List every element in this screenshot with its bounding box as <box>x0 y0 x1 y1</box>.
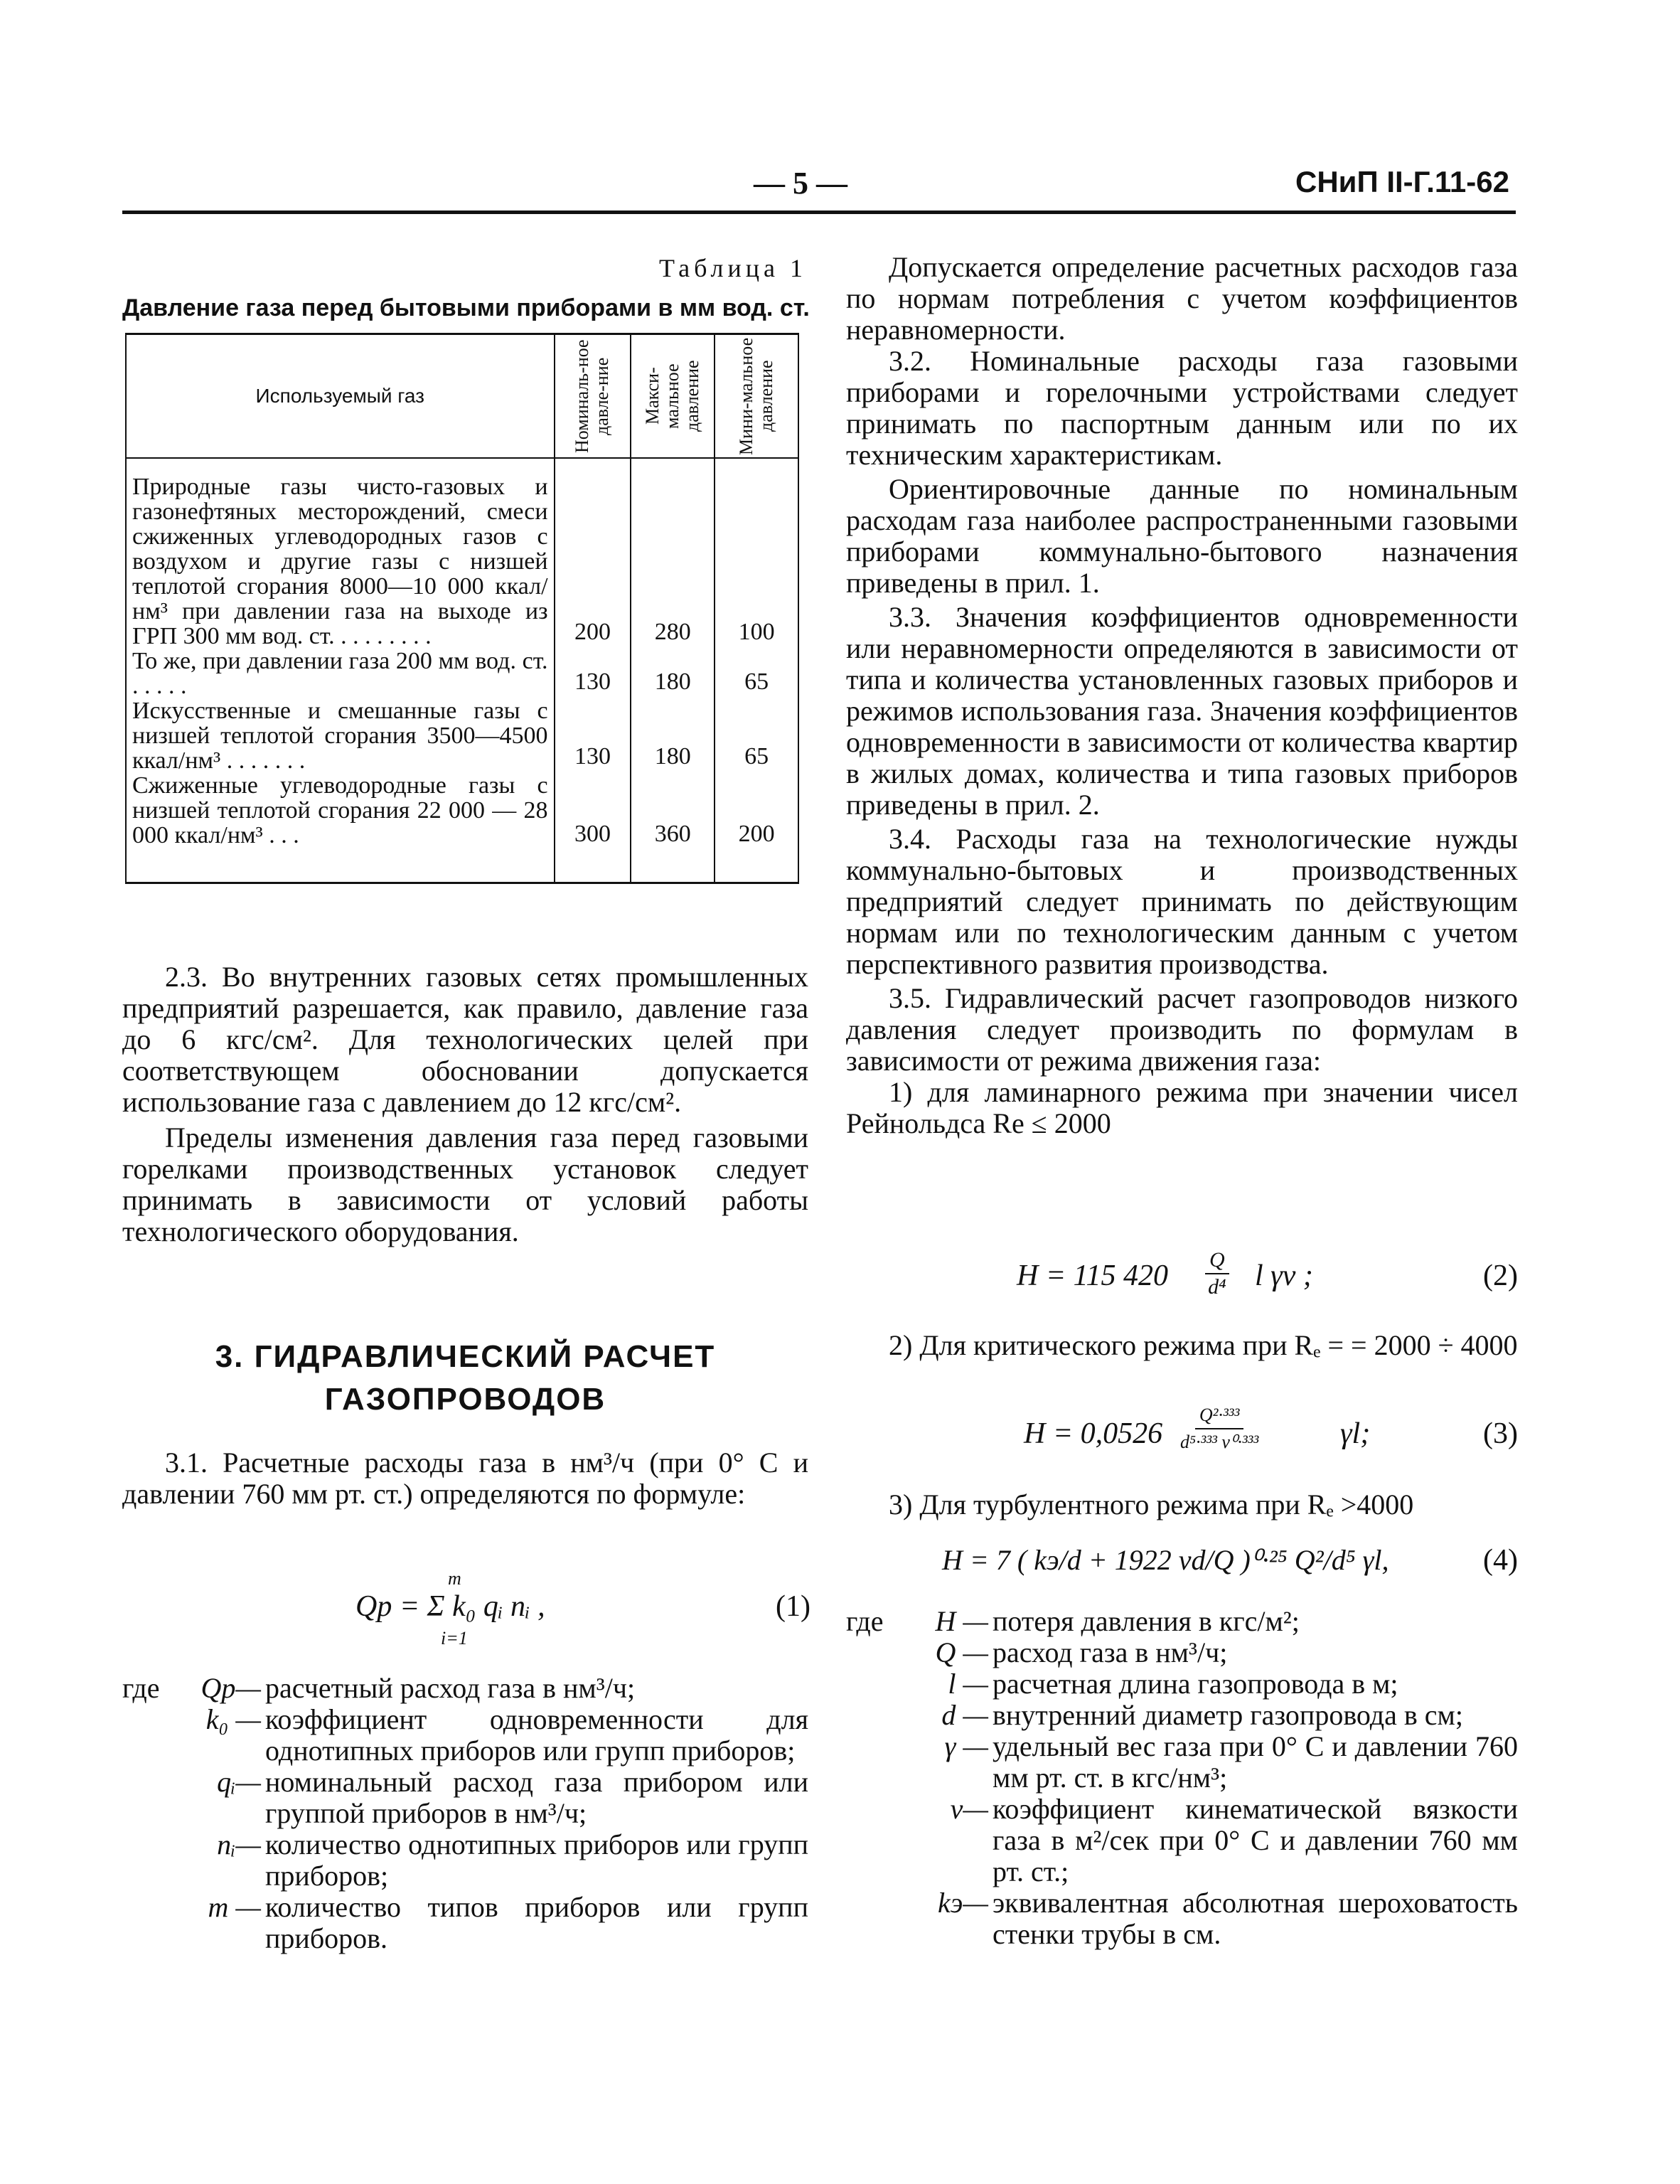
max-value: 180 <box>631 649 715 698</box>
definition-desc: расход газа в нм³/ч; <box>993 1636 1228 1668</box>
table-row <box>126 649 798 698</box>
definition-row <box>846 1606 1518 1637</box>
paragraph-2-3: 2.3. Во внутренних газовых сетях промышленных предприятий разрешается, как правило, давление газа до 6 кгс/см². Для технологических целей при соответствующем обосновании допускается использование газа с давлением до 12 кгс/см². <box>122 961 808 1118</box>
paragraph-3-3: 3.3. Значения коэффициентов одновременности или неравномерности определяются в зависимости от типа и количества установленных газовых приборов и режимов использования газа. Значения коэффициентов одновременности в зависимости от количества квартир в жилых домах, количества и типа газовых приборов приведены в прил. 2. <box>846 601 1518 821</box>
where-label: где <box>846 1605 884 1637</box>
gas-description: Природные газы чисто-газовых и газонефтяных месторождений, смеси сжиженных углеводородных газов с воздухом и другие газы с низшей теплотой сгорания 8000—10 000 ккал/нм³ при давлении газа на выходе из ГРП 300 мм вод. ст. . . . . . . . . <box>126 458 555 649</box>
formula-3-fraction: $\frac{\text{Q²·³³³}}{\text{d⁵·³³³ ν⁰·³³³}}$ <box>1180 1402 1258 1455</box>
definition-term: Qр— <box>200 1672 261 1704</box>
definition-row <box>122 1673 808 1704</box>
formula-2-left: H = 115 420 <box>1017 1259 1169 1292</box>
definition-term: kэ— <box>938 1887 988 1919</box>
formula-4 <box>846 1529 1518 1593</box>
definition-desc: номинальный расход газа прибором или группой приборов в нм³/ч; <box>265 1766 808 1829</box>
table-header-gas: Используемый газ <box>126 334 555 459</box>
paragraph-3-5-critical: 2) Для критического режима при Rₑ = = 2000 ÷ 4000 <box>889 1329 1518 1361</box>
paragraph-intro: Допускается определение расчетных расходов газа по нормам потребления с учетом коэффициентов неравномерности. <box>846 251 1518 346</box>
gas-pressure-table <box>125 333 799 884</box>
gas-description: То же, при давлении газа 200 мм вод. ст. . . . . . <box>126 649 555 698</box>
definition-desc: коэффициент кинематической вязкости газа в м²/сек при 0° С и давлении 760 мм рт. ст.; <box>993 1793 1518 1887</box>
right-definitions <box>846 1606 1518 1950</box>
definition-row <box>846 1794 1518 1887</box>
definition-row <box>846 1668 1518 1700</box>
definition-term: qᵢ— <box>217 1766 261 1798</box>
min-value: 65 <box>715 698 798 773</box>
formula-4-text: H = 7 ( kэ/d + 1922 νd/Q )⁰·²⁵ Q²/d⁵ γl, <box>942 1544 1389 1576</box>
left-definitions <box>122 1673 808 1954</box>
paragraph-3-2-note: Ориентировочные данные по номинальным расходам газа наиболее распространенными газовыми приборами коммунально-бытового назначения приведены в прил. 1. <box>846 473 1518 599</box>
formula-1 <box>334 1568 810 1653</box>
formula-1-sum-top: m <box>448 1568 461 1589</box>
paragraph-3-4: 3.4. Расходы газа на технологические нужды коммунально-бытовых и производственных предприятий следует принимать по действующим нормам или по технологическим данным с учетом перспективного развития производства. <box>846 823 1518 980</box>
nominal-value: 130 <box>555 649 631 698</box>
definition-row <box>122 1829 808 1892</box>
table-label: Таблица 1 <box>659 254 807 282</box>
table-row <box>126 458 798 649</box>
paragraph-3-5-laminar: 1) для ламинарного режима при значении чисел Рейнольдса Re ≤ 2000 <box>846 1076 1518 1139</box>
formula-2-fraction: $\frac{Q}{\text{d⁴}}$ <box>1205 1247 1229 1300</box>
definition-row <box>846 1887 1518 1950</box>
paragraph-2-3-limits: Пределы изменения давления газа перед газовыми горелками производственных установок следует принимать в зависимости от условий работы технологического оборудования. <box>122 1122 808 1247</box>
paragraph-3-1-block <box>122 1447 808 1510</box>
formula-1-number: (1) <box>776 1590 810 1623</box>
definition-desc: количество типов приборов или групп приборов. <box>265 1891 808 1954</box>
max-value: 180 <box>631 698 715 773</box>
definition-term: H — <box>935 1605 988 1637</box>
table-row <box>126 698 798 773</box>
definition-term: d — <box>941 1699 988 1731</box>
formula-3 <box>846 1400 1518 1471</box>
definition-term: m — <box>208 1891 261 1923</box>
definition-desc: коэффициент одновременности для однотипных приборов или групп приборов; <box>265 1703 808 1767</box>
table-header-min: Мини-мальное давление <box>715 334 798 459</box>
paragraph-3-2: 3.2. Номинальные расходы газа газовыми приборами и горелочными устройствами следует принимать по паспортным данным или по их техническим характеристикам. <box>846 345 1518 471</box>
definition-row <box>846 1637 1518 1668</box>
definition-desc: потеря давления в кгс/м²; <box>993 1605 1300 1637</box>
nominal-value: 200 <box>555 458 631 649</box>
page-number: — 5 — <box>754 166 847 201</box>
definition-row <box>122 1704 808 1767</box>
formula-4-number: (4) <box>1483 1544 1518 1577</box>
table-caption: Давление газа перед бытовыми приборами в мм вод. ст. <box>122 294 810 321</box>
document-code: СНиП II-Г.11-62 <box>1295 165 1509 198</box>
gas-description: Искусственные и смешанные газы с низшей теплотой сгорания 3500—4500 ккал/нм³ . . . . . . . <box>126 698 555 773</box>
min-value: 65 <box>715 649 798 698</box>
definition-row <box>122 1767 808 1829</box>
formula-3-right: γl; <box>1340 1417 1371 1450</box>
table-row <box>126 773 798 883</box>
right-text-block <box>846 252 1518 1139</box>
definition-term: γ — <box>944 1730 988 1762</box>
nominal-value: 130 <box>555 698 631 773</box>
section-title: 3. ГИДРАВЛИЧЕСКИЙ РАСЧЕТ ГАЗОПРОВОДОВ <box>215 1339 716 1417</box>
table-header-nominal: Номиналь-ное давле-ние <box>555 334 631 459</box>
definition-desc: расчетный расход газа в нм³/ч; <box>265 1672 636 1704</box>
critical-regime-block <box>846 1330 1518 1361</box>
definition-term: nᵢ— <box>217 1828 261 1860</box>
left-text-block <box>122 962 808 1247</box>
formula-1-sum-bottom: i=1 <box>441 1628 468 1648</box>
definition-term: ν— <box>950 1793 988 1825</box>
nominal-value: 300 <box>555 773 631 883</box>
definition-term: k₀ — <box>205 1703 261 1735</box>
definition-desc: количество однотипных приборов или групп приборов; <box>265 1828 808 1892</box>
gas-description: Сжиженные углеводородные газы с низшей теплотой сгорания 22 000 — 28 000 ккал/нм³ . . . <box>126 773 555 883</box>
formula-3-number: (3) <box>1483 1417 1518 1450</box>
definition-row <box>846 1700 1518 1731</box>
formula-2-right: l γν ; <box>1255 1259 1313 1292</box>
formula-2-number: (2) <box>1483 1259 1518 1292</box>
max-value: 280 <box>631 458 715 649</box>
min-value: 100 <box>715 458 798 649</box>
definition-term: l — <box>948 1668 988 1700</box>
definition-row <box>846 1731 1518 1794</box>
formula-3-left: H = 0,0526 <box>1024 1417 1163 1450</box>
definition-desc: внутренний диаметр газопровода в см; <box>993 1699 1463 1731</box>
definition-desc: расчетная длина газопровода в м; <box>993 1668 1398 1700</box>
where-label: где <box>122 1672 160 1704</box>
paragraph-3-5: 3.5. Гидравлический расчет газопроводов низкого давления следует производить по формулам в зависимости от режима движения газа: <box>846 982 1518 1077</box>
paragraph-3-1: 3.1. Расчетные расходы газа в нм³/ч (при 0° С и давлении 760 мм рт. ст.) определяются по формуле: <box>122 1447 808 1510</box>
header-rule <box>122 211 1516 214</box>
definition-term: Q — <box>935 1636 988 1668</box>
paragraph-3-5-turbulent: 3) Для турбулентного режима при Rₑ >4000 <box>889 1488 1414 1520</box>
formula-1-text: Qр = Σ k₀ qᵢ nᵢ , <box>355 1590 545 1623</box>
max-value: 360 <box>631 773 715 883</box>
min-value: 200 <box>715 773 798 883</box>
table-header-max: Макси-мальное давление <box>631 334 715 459</box>
definition-desc: эквивалентная абсолютная шероховатость стенки трубы в см. <box>993 1887 1518 1950</box>
definition-row <box>122 1892 808 1954</box>
definition-desc: удельный вес газа при 0° С и давлении 760 мм рт. ст. в кгс/нм³; <box>993 1730 1518 1794</box>
turbulent-regime-block <box>846 1489 1518 1520</box>
formula-2 <box>846 1245 1518 1309</box>
